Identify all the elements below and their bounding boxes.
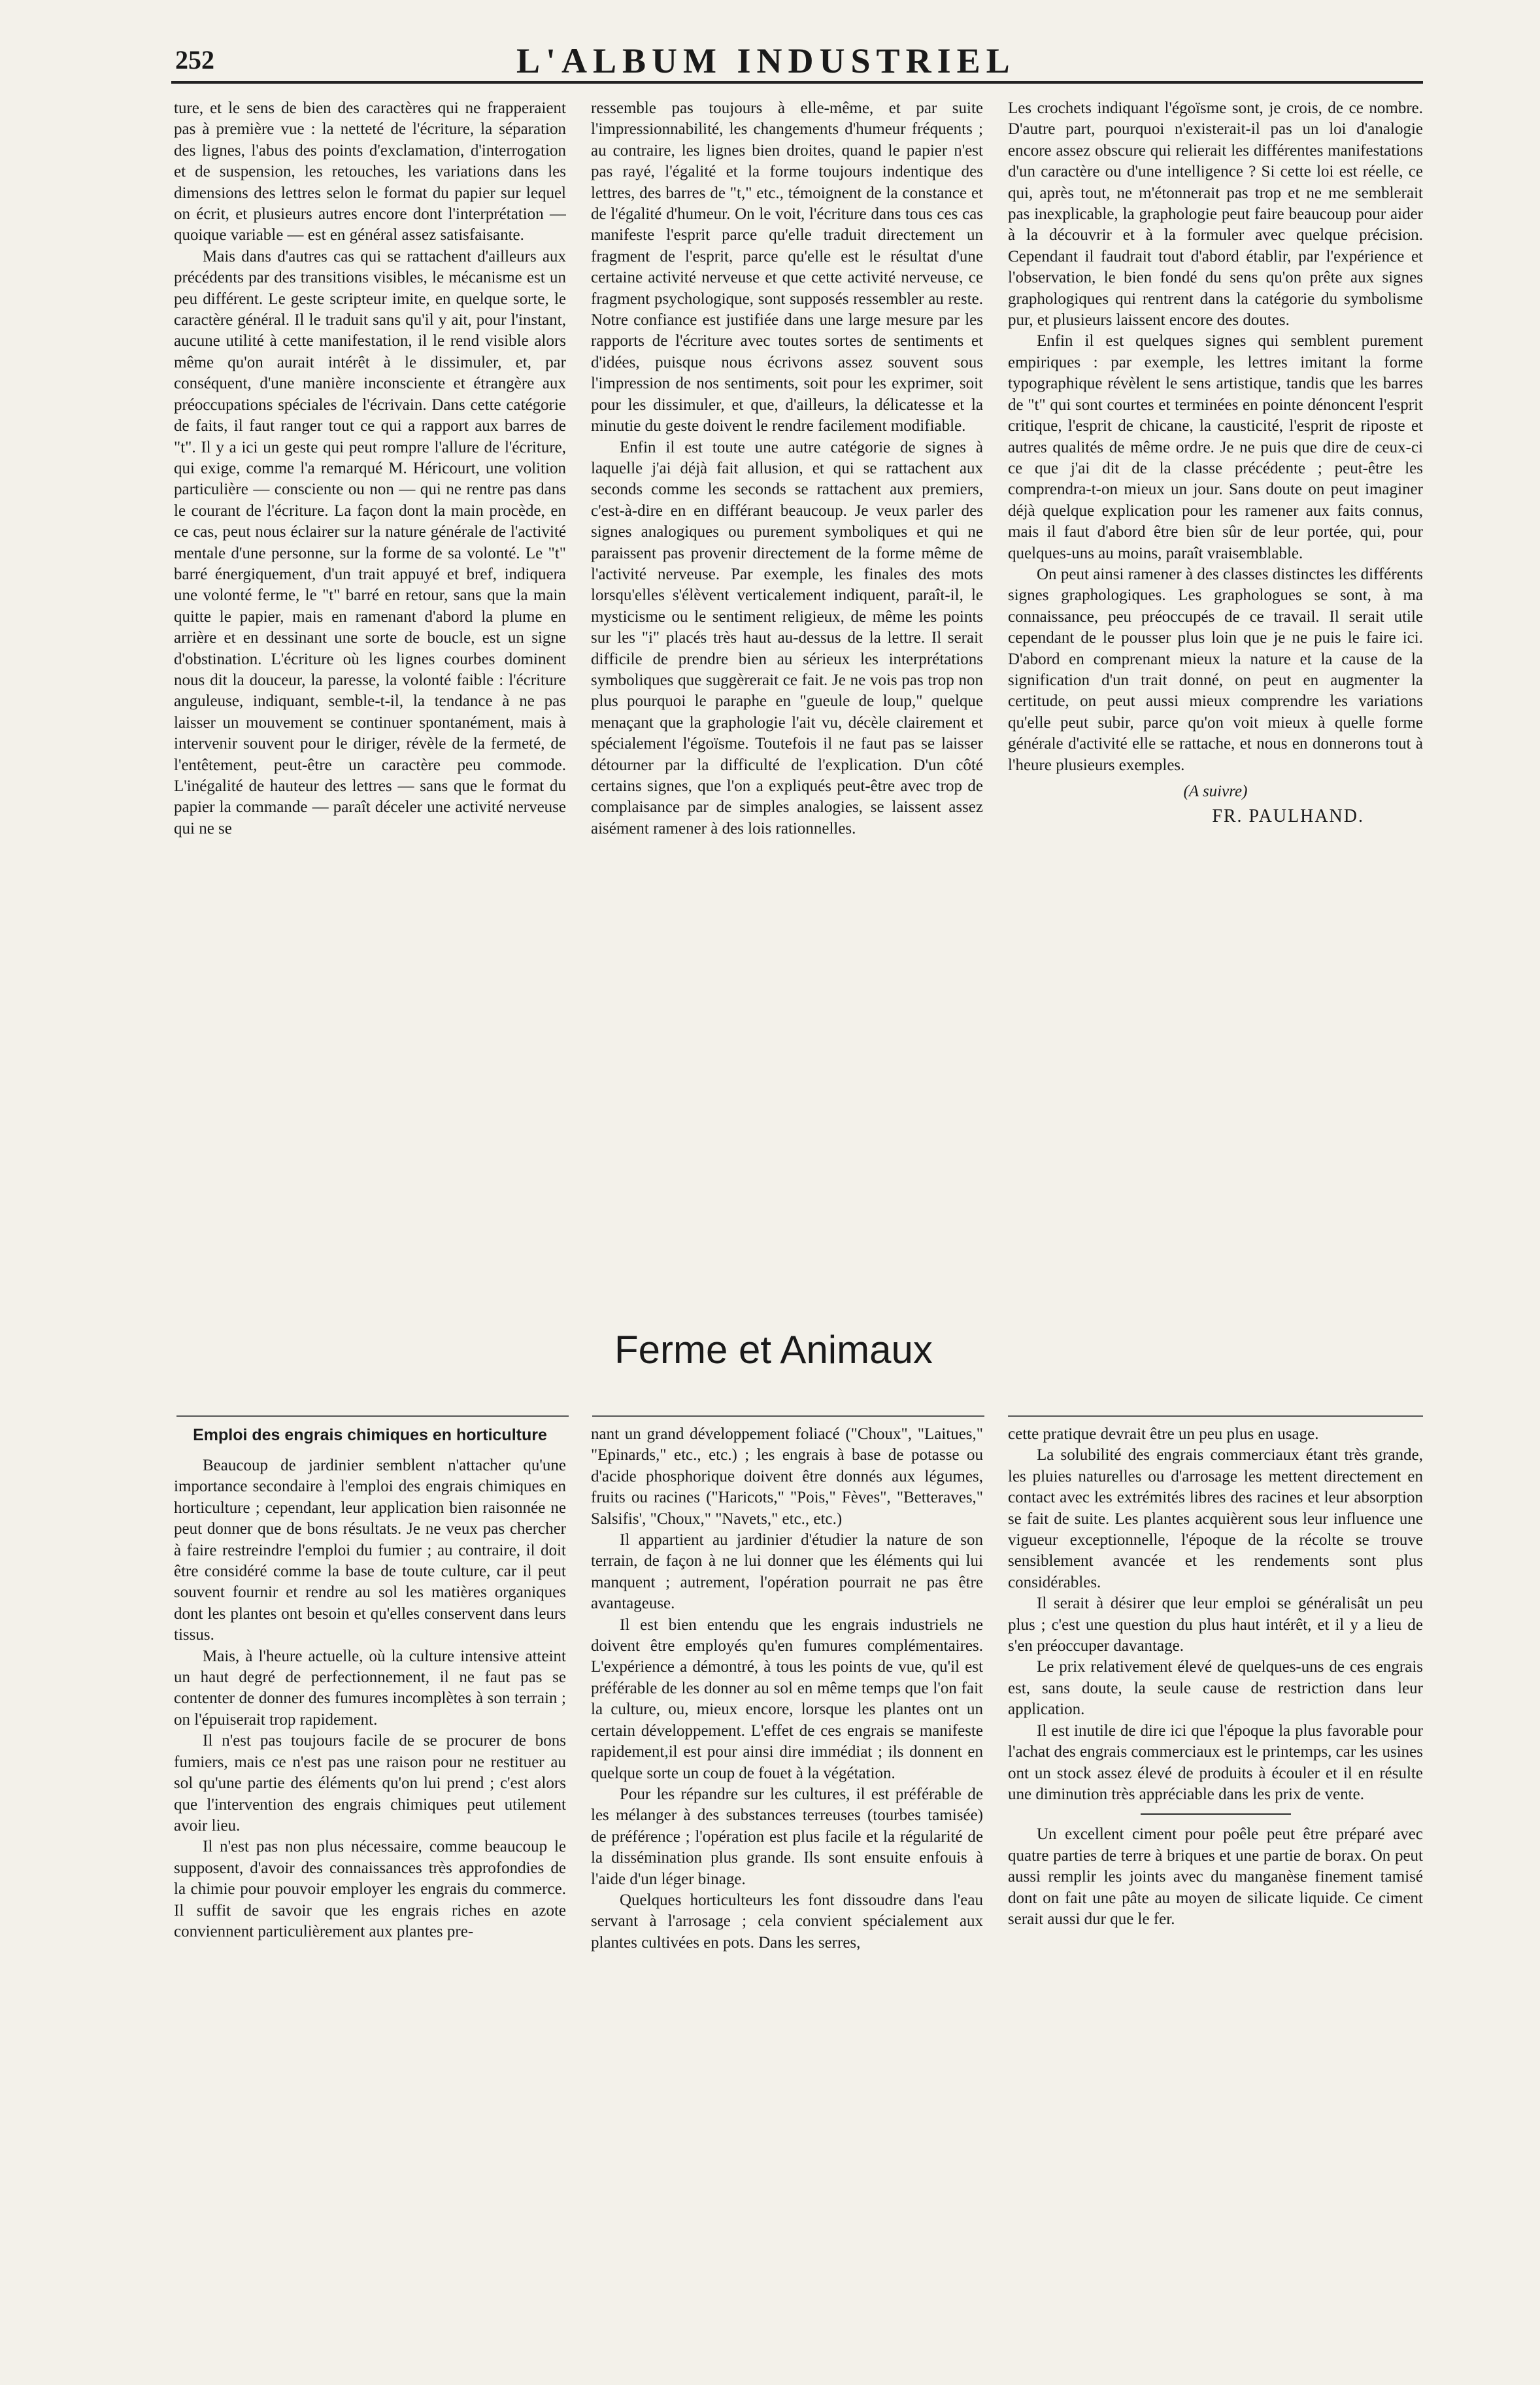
engrais-column-3 — [1008, 1424, 1423, 2241]
header-rule — [171, 81, 1423, 84]
page-number: 252 — [175, 45, 214, 75]
paragraph: Il est inutile de dire ici que l'époque la plus favorable pour l'achat des engrais commerciaux est le printemps, car les usines ont un stock assez élevé de produits à écouler et il en résulte une diminution très appréciable dans les prix de vente. — [1008, 1721, 1423, 1803]
article-title: Emploi des engrais chimiques en horticulture — [193, 1426, 547, 1444]
graphology-column-1 — [174, 98, 566, 1275]
paragraph: Le prix relativement élevé de quelques-uns de ces engrais est, sans doute, la seule cause de restriction dans leur application. — [1008, 1658, 1423, 1719]
paragraph: ressemble pas toujours à elle-même, et par suite l'impressionnabilité, les changements d'humeur fréquents ; au contraire, les lignes bien droites, quand le papier n'est pas rayé, l'égalité et la forme toujours indentique des lettres, des barres de "t," etc., témoignent de la constance et de l'égalité d'humeur. On le voit, l'écriture dans tous ces cas manifeste l'esprit parce qu'elle traduit directement un fragment de l'esprit, parce qu'elle est le résultat d'une certaine activité nerveuse et que cette activité nerveuse, ce fragment psychologique, sont supposés ressembler au reste. Notre confiance est justifiée dans une large mesure par les rapports de l'écriture avec toutes sortes de sentiments et d'idées, puisque nous écrivons assez souvent sous l'impression de nos sentiments, soit pour les exprimer, soit pour les dissimuler, et que, d'ailleurs, la délicatesse et la minutie du geste doivent le rendre facilement modifiable. — [591, 99, 983, 435]
paragraph: Il serait à désirer que leur emploi se généralisât un peu plus ; c'est une question du plus haut intérêt, et il y a lieu de s'en préoccuper davantage. — [1008, 1595, 1423, 1655]
paragraph: Il est bien entendu que les engrais industriels ne doivent être employés qu'en fumures complémentaires. L'expérience a démontré, à tous les points de vue, qu'il est préférable de les donner au sol en même temps que l'on fait la culture, ou, mieux encore, lorsque les plantes ont un certain développement. L'effet de ces engrais se manifeste rapidement,il est pour ainsi dire immédiat ; ils donnent en quelque sorte un coup de fouet à la végétation. — [591, 1615, 983, 1782]
paragraph: Mais dans d'autres cas qui se rattachent d'ailleurs aux précédents par des transitions visibles, le mécanisme est un peu différent. Le geste scripteur imite, en quelque sorte, le caractère général. Il le traduit sans qu'il y ait, pour l'instant, aucune utilité à cette manifestation, il le rend visible alors même qu'on aurait intérêt à le dissimuler, et, par conséquent, d'une manière inconsciente et étrangère aux préoccupations spéciales de l'écrivain. Dans cette catégorie de faits, il faut ranger tout ce qui a rapport aux barres de "t". Il y a ici un geste qui peut rompre l'allure de l'écriture, qui exige, comme l'a remarqué M. Héricourt, une volition particulière — consciente ou non — qui ne rentre pas dans le courant de l'écriture. La façon dont la main procède, en ce cas, peut nous éclairer sur la nature générale de l'activité mentale d'une personne, sur la forme de sa volonté. Le "t" barré énergiquement, d'un trait appuyé et bref, indiquera une volonté ferme, le "t" barré en retour, sans que la main quitte le papier, mais en ramenant d'abord la plume en arrière et en dessinant une sorte de boucle, est un signe d'obstination. L'écriture où les lignes courbes dominent nous dit la douceur, la paresse, la volonté faible : l'écriture anguleuse, indiquant, semble-t-il, la tendance à ne pas laisser un mouvement se continuer spontanément, mais à intervenir souvent pour le diriger, révèle de la fermeté, de l'entêtement, peut-être un caractère peu commode. L'inégalité de hauteur des lettres — sans que le format du papier la commande — paraît déceler une activité nerveuse qui ne se — [174, 247, 566, 837]
paragraph: Enfin il est toute une autre catégorie de signes à laquelle j'ai déjà fait allusion, et qui se rattachent aux seconds comme les seconds se rattachent aux premiers, c'est-à-dire en en différant beaucoup. Je veux parler des signes analogiques ou purement symboliques et qui ne paraissent pas provenir directement de la forme même de l'activité nerveuse. Par exemple, les finales des mots lorsqu'elles s'élèvent verticalement indiquent, paraît-il, le mysticisme ou le sentiment religieux, de même les points sur les "i" placés très haut au-dessus de la lettre. Il serait difficile de prendre bien au sérieux les interprétations symboliques que suggèrerait ce fait. Je ne vois pas trop non plus pourquoi le paraphe en "gueule de loup," quelque menaçant que la graphologie l'ait vu, décèle clairement et spécialement l'égoïsme. Toutefois il ne faut pas se laisser détourner par la difficulté de l'explication. D'un côté certains signes, que l'on a expliqués peut-être avec trop de complaisance par de simples analogies, se laissent assez aisément ramener à des lois rationnelles. — [591, 438, 983, 837]
paragraph: nant un grand développement foliacé ("Choux", "Laitues," "Epinards," etc., etc.) ; les engrais à base de potasse ou d'acide phosphorique doivent être donnés aux légumes, fruits ou racines ("Haricots," "Pois," Fèves", "Betteraves," Salsifis', "Choux," "Navets," etc., etc.) — [591, 1425, 983, 1528]
paragraph: ture, et le sens de bien des caractères qui ne frapperaient pas à première vue : la netteté de l'écriture, la séparation des lignes, l'abus des points d'exclamation, d'interrogation et de suspension, les retouches, les variations dans les dimensions des lettres selon le format du papier sur lequel on écrit, et plusieurs autres encore dont l'interprétation — quoique variable — est en général assez satisfaisante. — [174, 99, 566, 245]
section-rule — [1008, 1415, 1423, 1417]
graphology-column-3 — [1008, 98, 1423, 1229]
article-separator — [1141, 1813, 1291, 1815]
to-be-continued: (A suivre) — [1183, 783, 1248, 800]
section-rule — [176, 1415, 569, 1417]
engrais-column-2 — [591, 1424, 983, 2241]
paragraph: Beaucoup de jardinier semblent n'attacher qu'une importance secondaire à l'emploi des engrais chimiques en horticulture ; cependant, leur application bien raisonnée ne peut donner que de bons résultats. Je ne veux pas chercher à faire restreindre l'emploi du fumier ; au contraire, il doit être considéré comme la base de toute culture, car il peut souvent fournir et rendre au sol les matières organiques dont les plantes ont besoin et qu'elles conservent dans leurs tissus. — [174, 1457, 566, 1644]
graphology-column-2 — [591, 98, 983, 1275]
section-title: Ferme et Animaux — [614, 1328, 933, 1372]
paragraph: cette pratique devrait être un peu plus en usage. — [1008, 1425, 1319, 1443]
paragraph: La solubilité des engrais commerciaux étant très grande, les pluies naturelles ou d'arrosage les mettent directement en contact avec les extrémités libres des racines et leur absorption se fait de suite. Les plantes acquièrent sous leur influence une vigueur exceptionnelle, l'époque de la récolte se trouve sensiblement avancée et les rendements sont plus considérables. — [1008, 1446, 1423, 1591]
paragraph: Mais, à l'heure actuelle, où la culture intensive atteint un haut degré de perfectionnement, il ne faut pas se contenter de donner des fumures incomplètes à son terrain ; on l'épuiserait trop rapidement. — [174, 1647, 566, 1729]
paragraph: Quelques horticulteurs les font dissoudre dans l'eau servant à l'arrosage ; cela convient spécialement aux plantes cultivées en pots. Dans les serres, — [591, 1891, 983, 1952]
ciment-paragraph: Un excellent ciment pour poêle peut être préparé avec quatre parties de terre à briques et une partie de borax. On peut aussi remplir les joints avec du manganèse finement tamisé dont on fait une pâte au moyen de silicate liquide. Ce ciment serait aussi dur que le fer. — [1008, 1825, 1423, 1928]
paragraph: Il appartient au jardinier d'étudier la nature de son terrain, de façon à ne lui donner que les éléments qui lui manquent ; autrement, l'opération pourrait ne pas être avantageuse. — [591, 1531, 983, 1613]
paragraph: Enfin il est quelques signes qui semblent purement empiriques : par exemple, les lettres imitant la forme typographique révèlent le sens artistique, tandis que les barres de "t" qui sont courtes et terminées en pointe dénoncent l'esprit critique, l'esprit de chicane, la causticité, l'esprit de riposte et autres qualités de même ordre. Je ne puis que dire de ceux-ci ce que j'ai dit de la classe précédente ; peut-être les comprendra-t-on mieux un jour. Sans doute on peut imaginer déjà quelque explication pour les ramener aux faits connus, mais il faut d'abord être bien sûr de leur portée, qui, pour quelques-uns au moins, paraît vraisemblable. — [1008, 332, 1423, 562]
paragraph: On peut ainsi ramener à des classes distinctes les différents signes graphologiques. Les graphologues se sont, à ma connaissance, peu préoccupés de ce travail. Il serait utile cependant de le pousser plus loin que je ne puis le faire ici. D'abord en comprenant mieux la nature et la cause de la signification d'un trait donné, on peut en augmenter la certitude, on peut aussi mieux comprendre les variations qu'elle peut subir, parce qu'on voit mieux à quelle forme générale d'activité elle se rattache, et nous en donnerons tout à l'heure plusieurs exemples. — [1008, 565, 1423, 774]
author-signature: FR. PAULHAND. — [1212, 806, 1364, 827]
engrais-column-1 — [174, 1424, 566, 2241]
paragraph: Il n'est pas toujours facile de se procurer de bons fumiers, mais ce n'est pas une raison pour ne restituer au sol qu'une partie des éléments qu'on lui prend ; c'est alors que l'intervention des engrais chimiques peut utilement avoir lieu. — [174, 1732, 566, 1835]
paragraph: Pour les répandre sur les cultures, il est préférable de les mélanger à des substances terreuses (tourbes tamisée) de préférence ; l'opération est plus facile et la régularité de la dissémination plus grande. Ils sont ensuite enfouis à l'aide d'un léger binage. — [591, 1785, 983, 1888]
paragraph: Les crochets indiquant l'égoïsme sont, je crois, de ce nombre. D'autre part, pourquoi n'existerait-il pas un loi d'analogie encore assez obscure qui relierait les différentes manifestations d'un caractère ou d'une intelligence ? Si cette loi est réelle, ce qui, après tout, ne m'étonnerait pas trop et ne me semblerait pas inexplicable, la graphologie peut faire beaucoup pour aider à la découvrir et à la formuler avec quelque précision. Cependant il faudrait tout d'abord établir, par l'expérience et l'observation, le bien fondé du sens qu'on prête aux signes graphologiques qui rentrent dans la catégorie du symbolisme pur, et plusieurs laissent encore des doutes. — [1008, 99, 1423, 330]
journal-title: L'ALBUM INDUSTRIEL — [516, 41, 1016, 80]
section-rule — [592, 1415, 984, 1417]
paragraph: Il n'est pas non plus nécessaire, comme beaucoup le supposent, d'avoir des connaissances très approfondies de la chimie pour pouvoir employer les engrais du commerce. Il suffit de savoir que les engrais riches en azote conviennent particulièrement aux plantes pre- — [174, 1838, 566, 1940]
